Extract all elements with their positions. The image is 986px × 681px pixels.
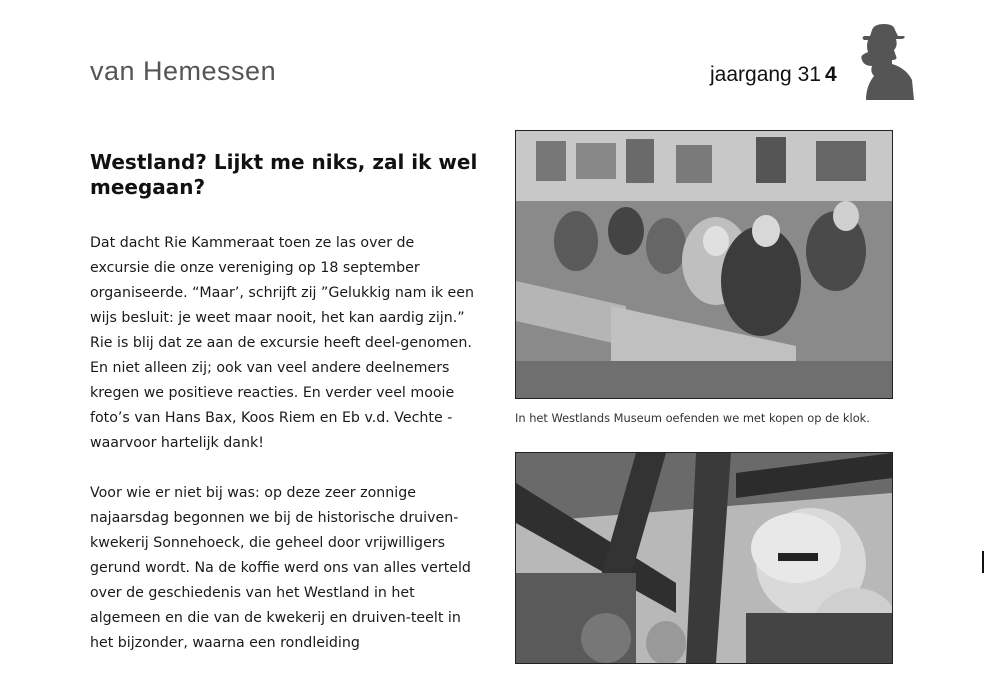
photo-caption: In het Westlands Museum oefenden we met kopen op de klok. — [515, 411, 870, 425]
text-cursor — [982, 551, 984, 573]
publication-name: van Hemessen — [90, 56, 277, 86]
museum-audience-photo — [515, 130, 893, 399]
page-number: 4 — [824, 63, 837, 86]
volume-label: jaargang 31 — [710, 63, 821, 86]
greenhouse-photo-drawing — [516, 453, 892, 663]
article-paragraph: Voor wie er niet bij was: op deze zeer zonnige najaarsdag begonnen we bij de historische druiven-kwekerij Sonnehoeck, die geheel door vrijwilligers gerund wordt. Na de koffie werd ons van alles verteld over de geschiedenis van het Westland in het algemeen en die van de kwekerij en druiven-teelt in het bijzonder, waarna een rondleiding — [90, 485, 471, 651]
silhouette-man-hat-icon — [858, 20, 914, 102]
article-title: Westland? Lijkt me niks, zal ik wel meegaan? — [90, 150, 478, 199]
greenhouse-group-photo — [515, 452, 893, 664]
volume-page-label — [710, 63, 837, 87]
article-paragraph: Dat dacht Rie Kammeraat toen ze las over de excursie die onze vereniging op 18 september organiseerde. “Maar’, schrijft zij ”Gelukkig nam ik een wijs besluit: je weet maar nooit, het kan aardig zijn.” Rie is blij dat ze aan de excursie heeft deel-genomen. En niet alleen zij; ook van veel andere deelnemers kregen we positieve reacties. En verder veel mooie foto’s van Hans Bax, Koos Riem en Eb v.d. Vechte - waarvoor hartelijk dank! — [90, 235, 475, 451]
article-body — [90, 231, 475, 681]
museum-photo-drawing — [516, 131, 892, 398]
